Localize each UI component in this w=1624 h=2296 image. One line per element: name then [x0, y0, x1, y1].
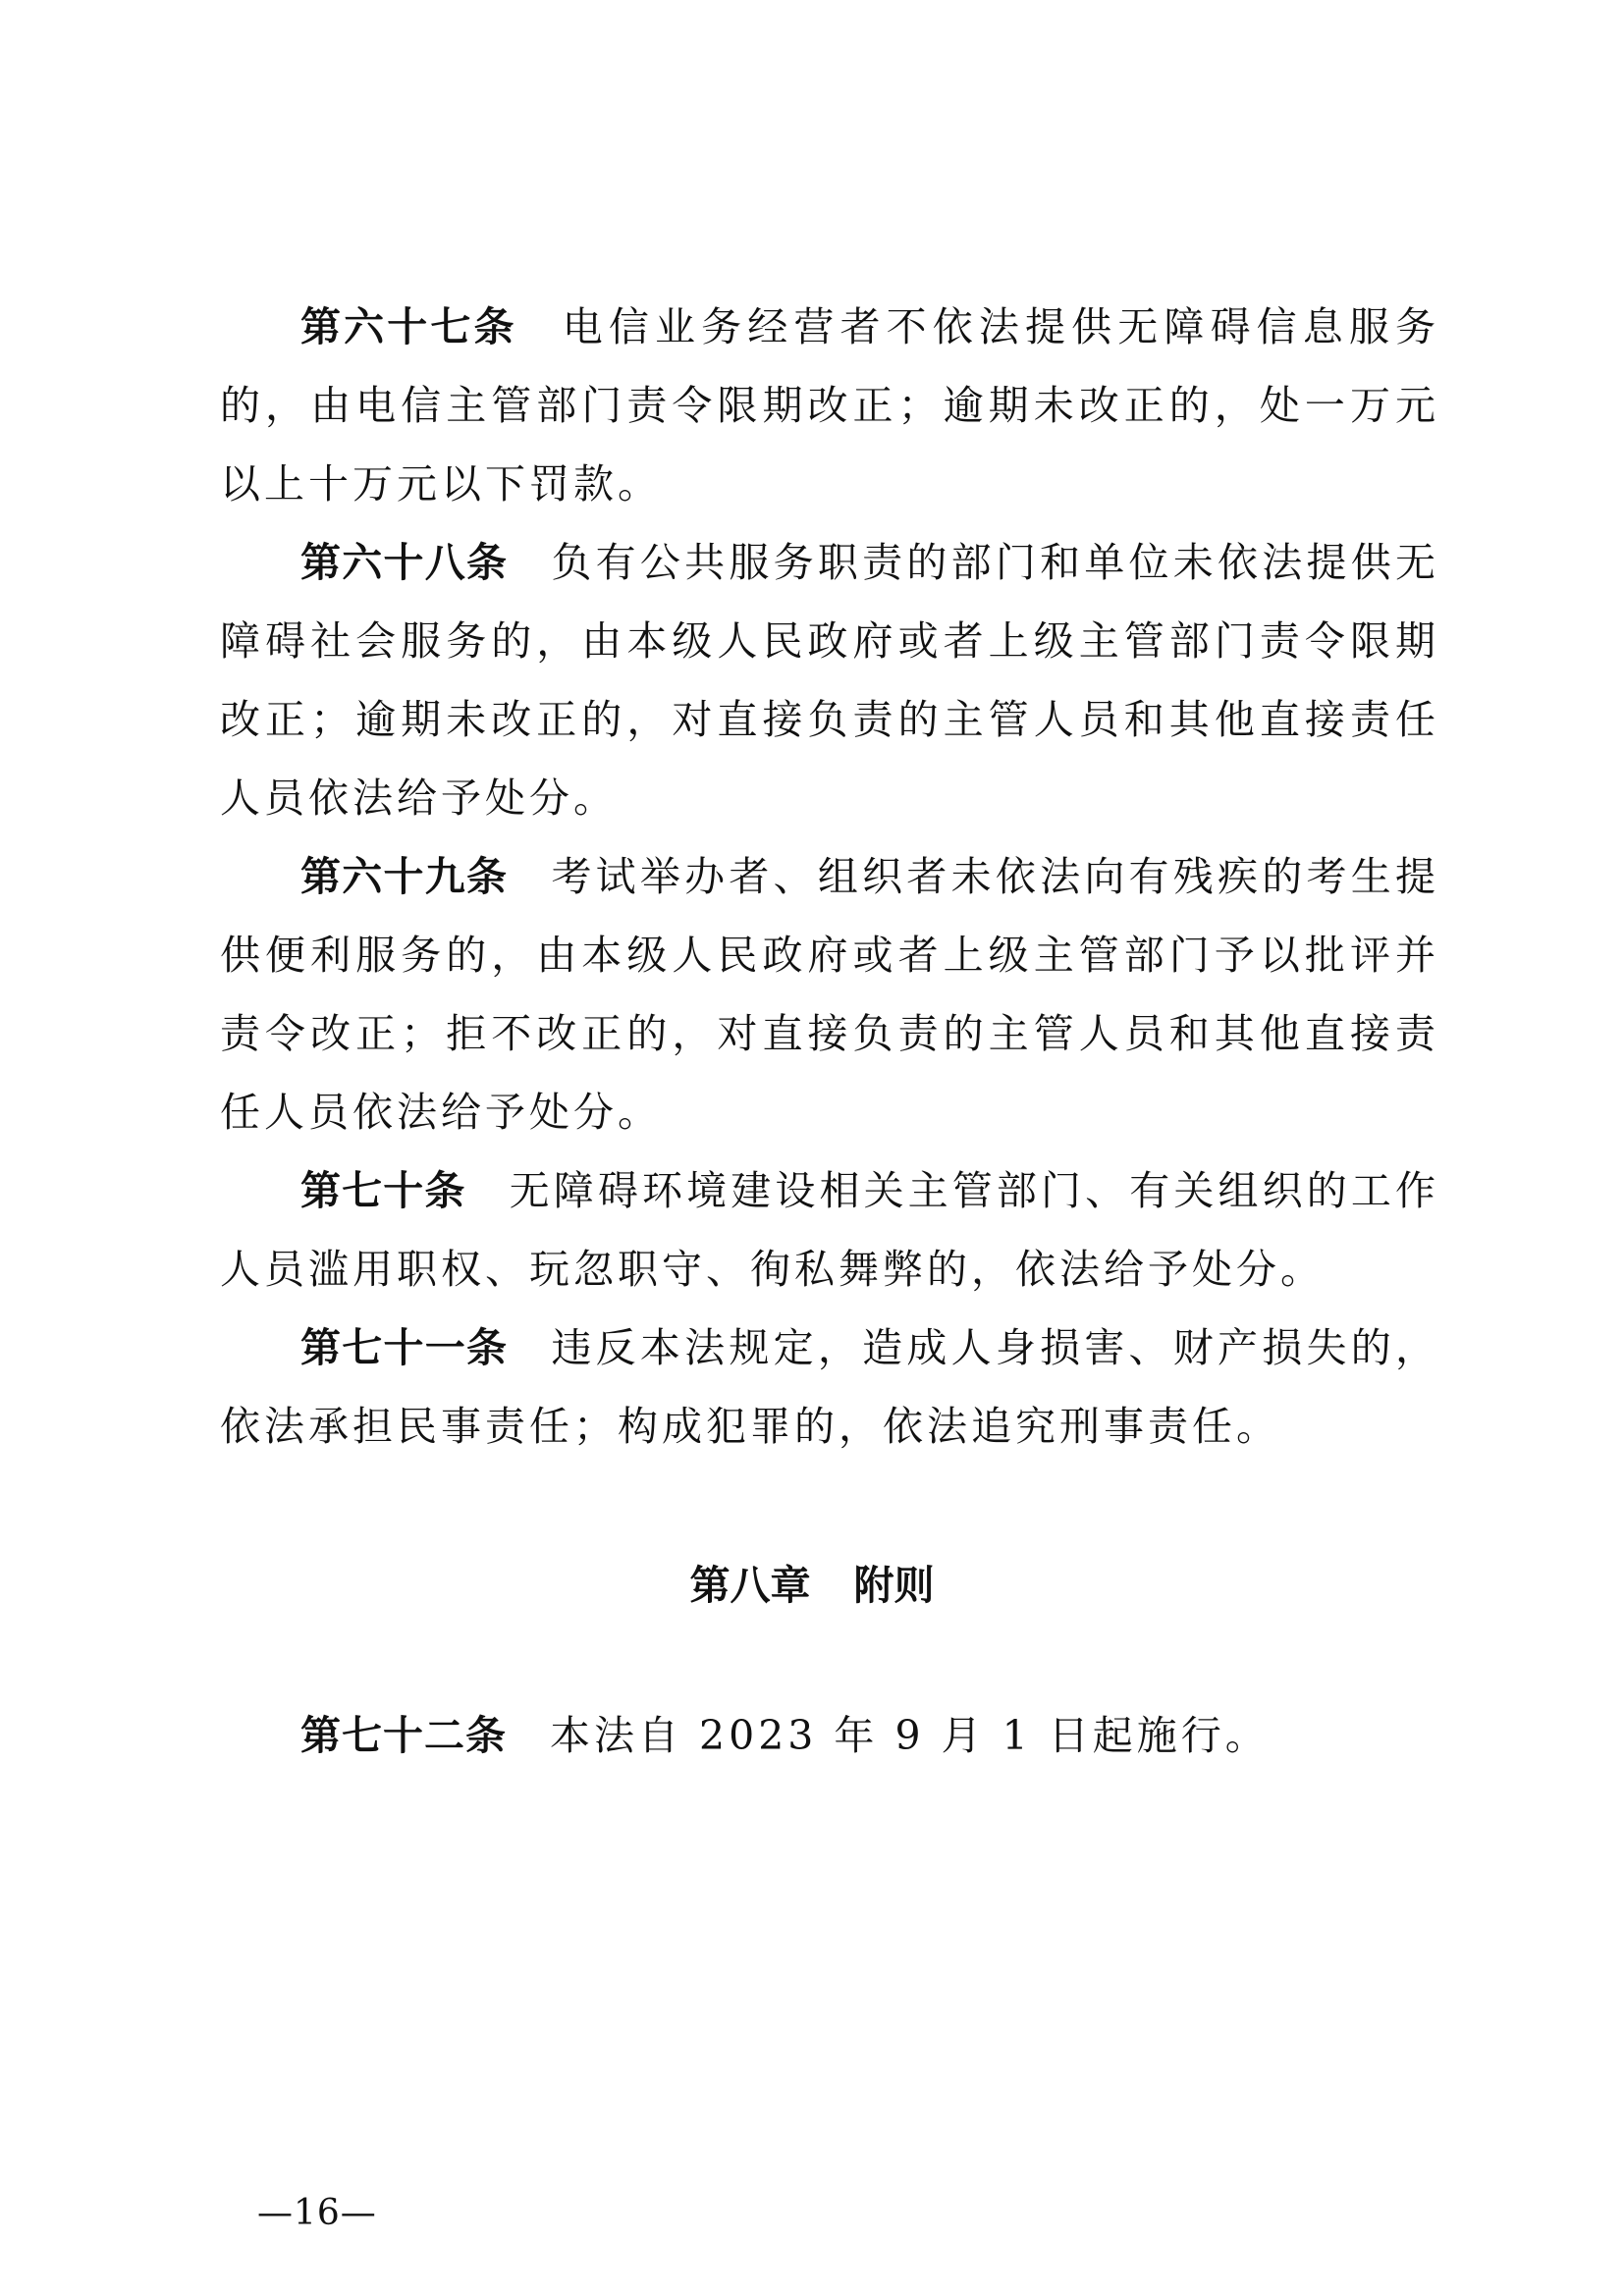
article-text: 电信业务经营者不依法提供无障碍信息服务的，由电信主管部门责令限期改正；逾期未改正的，处一万元以上十万元以下罚款。 [220, 303, 1439, 507]
chapter-title: 附则 [853, 1562, 935, 1609]
article-number: 第六十七条 [300, 303, 517, 350]
article-text: 本法自 2023 年 9 月 1 日起施行。 [550, 1712, 1270, 1759]
article-text: 无障碍环境建设相关主管部门、有关组织的工作人员滥用职权、玩忽职守、徇私舞弊的，依法给予处分。 [220, 1167, 1440, 1293]
article-69 [220, 837, 1439, 1151]
article-number: 第七十一条 [300, 1324, 509, 1371]
article-list [220, 288, 1439, 1466]
chapter-number: 第八章 [689, 1562, 811, 1609]
article-text: 负有公共服务职责的部门和单位未依法提供无障碍社会服务的，由本级人民政府或者上级主管部门责令限期改正；逾期未改正的，对直接负责的主管人员和其他直接责任人员依法给予处分。 [220, 539, 1440, 822]
article-number: 第七十条 [300, 1167, 466, 1214]
article-number: 第六十八条 [300, 539, 509, 586]
page-number: —16— [257, 2193, 377, 2233]
article-68 [220, 523, 1439, 837]
article-number: 第六十九条 [300, 853, 509, 900]
article-71 [220, 1308, 1439, 1466]
article-72 [220, 1696, 1439, 1775]
final-article-block [220, 1696, 1439, 1775]
chapter-heading [0, 1546, 1624, 1625]
article-70 [220, 1151, 1439, 1308]
article-text: 违反本法规定，造成人身损害、财产损失的，依法承担民事责任；构成犯罪的，依法追究刑事责任。 [220, 1324, 1440, 1450]
article-number: 第七十二条 [300, 1712, 507, 1759]
article-text: 考试举办者、组织者未依法向有残疾的考生提供便利服务的，由本级人民政府或者上级主管部门予以批评并责令改正；拒不改正的，对直接负责的主管人员和其他直接责任人员依法给予处分。 [220, 853, 1440, 1136]
article-67 [220, 288, 1439, 523]
